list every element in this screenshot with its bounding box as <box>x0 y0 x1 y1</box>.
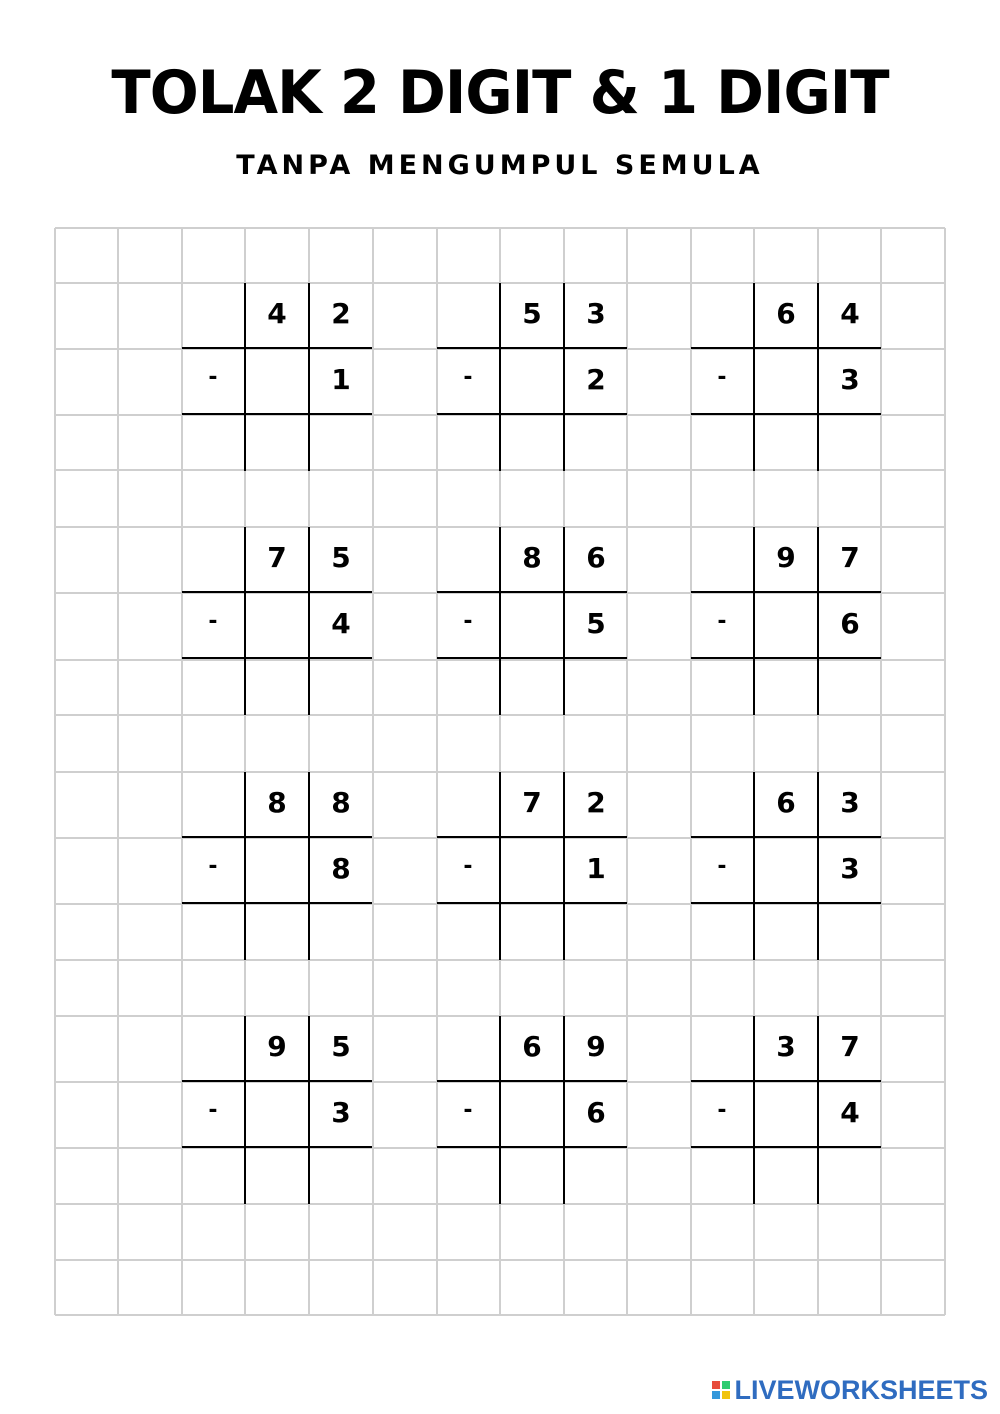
subtraction-problem <box>437 1016 629 1206</box>
subtrahend-digit: 3 <box>840 852 860 885</box>
minus-sign: - <box>717 854 727 879</box>
subtraction-problem <box>437 772 629 962</box>
row-divider <box>691 591 881 593</box>
answer-ones-cell[interactable] <box>565 416 625 468</box>
row-divider <box>182 1080 372 1082</box>
subtrahend-digit: 4 <box>840 1096 860 1129</box>
minuend-tens-digit: 5 <box>522 297 542 330</box>
answer-ones-cell[interactable] <box>310 1149 370 1201</box>
answer-line <box>437 657 627 659</box>
answer-line <box>691 1146 881 1148</box>
row-divider <box>182 347 372 349</box>
row-divider <box>182 836 372 838</box>
minuend-ones-digit: 7 <box>840 541 860 574</box>
minus-sign: - <box>463 854 473 879</box>
minus-sign: - <box>208 1098 218 1123</box>
answer-ones-cell[interactable] <box>565 660 625 712</box>
answer-tens-cell[interactable] <box>501 416 561 468</box>
minus-sign: - <box>717 609 727 634</box>
subtrahend-digit: 3 <box>840 363 860 396</box>
brand-name: LIVEWORKSHEETS <box>734 1374 988 1405</box>
logo-block <box>712 1381 720 1389</box>
row-divider <box>691 347 881 349</box>
answer-ones-cell[interactable] <box>819 1149 879 1201</box>
liveworksheets-logo-icon <box>712 1381 730 1399</box>
row-divider <box>691 1080 881 1082</box>
answer-ones-cell[interactable] <box>310 905 370 957</box>
subtrahend-digit: 8 <box>331 852 351 885</box>
worksheet-subtitle: TANPA MENGUMPUL SEMULA <box>236 150 764 181</box>
minuend-ones-digit: 2 <box>331 297 351 330</box>
minus-sign: - <box>208 854 218 879</box>
answer-ones-cell[interactable] <box>819 660 879 712</box>
answer-tens-cell[interactable] <box>501 1149 561 1201</box>
subtraction-problem <box>437 527 629 717</box>
minus-sign: - <box>208 609 218 634</box>
answer-tens-cell[interactable] <box>755 660 815 712</box>
minus-sign: - <box>463 609 473 634</box>
subtraction-problem <box>182 283 374 473</box>
answer-line <box>437 1146 627 1148</box>
minuend-ones-digit: 4 <box>840 297 860 330</box>
minuend-tens-digit: 3 <box>776 1030 796 1063</box>
answer-line <box>691 413 881 415</box>
row-divider <box>437 1080 627 1082</box>
row-divider <box>437 347 627 349</box>
minus-sign: - <box>463 1098 473 1123</box>
minuend-tens-digit: 6 <box>776 786 796 819</box>
answer-line <box>691 902 881 904</box>
answer-ones-cell[interactable] <box>565 905 625 957</box>
answer-tens-cell[interactable] <box>501 660 561 712</box>
subtrahend-digit: 1 <box>331 363 351 396</box>
minuend-tens-digit: 9 <box>267 1030 287 1063</box>
minuend-ones-digit: 8 <box>331 786 351 819</box>
answer-ones-cell[interactable] <box>819 905 879 957</box>
minuend-tens-digit: 9 <box>776 541 796 574</box>
subtrahend-digit: 4 <box>331 607 351 640</box>
minus-sign: - <box>463 365 473 390</box>
subtrahend-digit: 3 <box>331 1096 351 1129</box>
minus-sign: - <box>208 365 218 390</box>
minuend-tens-digit: 8 <box>522 541 542 574</box>
answer-tens-cell[interactable] <box>246 1149 306 1201</box>
answer-line <box>182 413 372 415</box>
subtraction-problem <box>691 1016 883 1206</box>
subtraction-problem <box>691 527 883 717</box>
row-divider <box>182 591 372 593</box>
answer-tens-cell[interactable] <box>246 905 306 957</box>
minuend-ones-digit: 5 <box>331 1030 351 1063</box>
minuend-tens-digit: 7 <box>522 786 542 819</box>
worksheet-title: TOLAK 2 DIGIT & 1 DIGIT <box>111 58 889 128</box>
minuend-ones-digit: 6 <box>586 541 606 574</box>
minuend-ones-digit: 5 <box>331 541 351 574</box>
logo-block <box>712 1391 720 1399</box>
logo-block <box>722 1381 730 1389</box>
subtraction-problem <box>691 283 883 473</box>
subtrahend-digit: 2 <box>586 363 606 396</box>
minuend-tens-digit: 7 <box>267 541 287 574</box>
liveworksheets-brand <box>712 1374 988 1406</box>
answer-ones-cell[interactable] <box>310 660 370 712</box>
minuend-tens-digit: 6 <box>522 1030 542 1063</box>
answer-line <box>691 657 881 659</box>
minuend-ones-digit: 3 <box>586 297 606 330</box>
subtraction-problem <box>182 772 374 962</box>
minus-sign: - <box>717 1098 727 1123</box>
minus-sign: - <box>717 365 727 390</box>
row-divider <box>691 836 881 838</box>
subtrahend-digit: 6 <box>840 607 860 640</box>
minuend-ones-digit: 7 <box>840 1030 860 1063</box>
row-divider <box>437 836 627 838</box>
subtrahend-digit: 6 <box>586 1096 606 1129</box>
row-divider <box>437 591 627 593</box>
answer-tens-cell[interactable] <box>755 905 815 957</box>
subtraction-problem <box>437 283 629 473</box>
answer-tens-cell[interactable] <box>246 416 306 468</box>
answer-line <box>182 902 372 904</box>
subtrahend-digit: 1 <box>586 852 606 885</box>
answer-ones-cell[interactable] <box>819 416 879 468</box>
answer-line <box>182 1146 372 1148</box>
minuend-tens-digit: 6 <box>776 297 796 330</box>
answer-line <box>182 657 372 659</box>
minuend-ones-digit: 2 <box>586 786 606 819</box>
subtraction-problem <box>182 1016 374 1206</box>
logo-block <box>722 1391 730 1399</box>
answer-line <box>437 902 627 904</box>
subtraction-problem <box>691 772 883 962</box>
answer-ones-cell[interactable] <box>310 416 370 468</box>
subtrahend-digit: 5 <box>586 607 606 640</box>
minuend-tens-digit: 8 <box>267 786 287 819</box>
answer-tens-cell[interactable] <box>501 905 561 957</box>
answer-tens-cell[interactable] <box>246 660 306 712</box>
minuend-ones-digit: 3 <box>840 786 860 819</box>
subtraction-problem <box>182 527 374 717</box>
minuend-ones-digit: 9 <box>586 1030 606 1063</box>
answer-tens-cell[interactable] <box>755 416 815 468</box>
answer-line <box>437 413 627 415</box>
answer-ones-cell[interactable] <box>565 1149 625 1201</box>
answer-tens-cell[interactable] <box>755 1149 815 1201</box>
minuend-tens-digit: 4 <box>267 297 287 330</box>
